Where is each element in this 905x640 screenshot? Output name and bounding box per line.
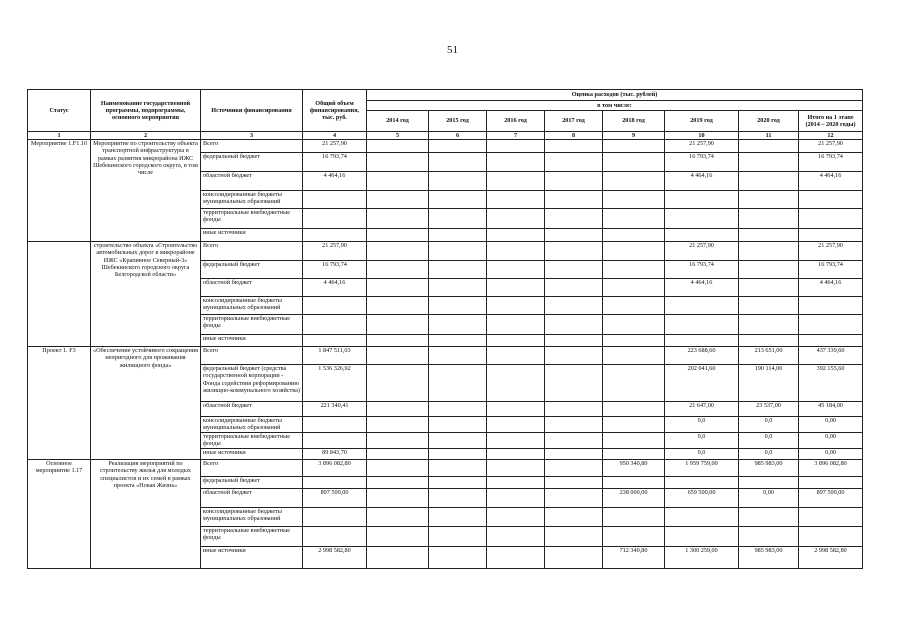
total-amount [303,508,367,527]
year-amount-empty [545,402,603,417]
header-costs: Оценка расходов (тыс. рублей) [367,90,863,101]
funding-source: консолидированные бюджеты муниципальных образований [201,508,303,527]
row-status [28,242,91,347]
year-amount-2019: 4 464,16 [665,172,739,191]
funding-source: территориальные внебюджетные фонды [201,433,303,449]
year-amount-empty [429,508,487,527]
funding-source: федеральный бюджет [201,153,303,172]
financing-table [27,89,863,569]
year-amount-2019: 4 464,16 [665,279,739,297]
year-amount-2019 [665,335,739,347]
year-amount-empty [367,279,429,297]
year-amount-empty [545,261,603,279]
year-amount-2020: 0,0 [739,417,799,433]
total-amount: 21 257,90 [303,242,367,261]
year-amount-empty [367,229,429,242]
year-amount-empty [487,191,545,209]
row-activity-name: Мероприятие по строительству объекта транспортной инфраструктуры в рамках развития микрорайона ИЖС Шебекинского городского округа, в том числе [91,140,201,242]
year-amount-empty [367,477,429,489]
stage-total-amount: 3 896 082,80 [799,460,863,477]
stage-total-amount [799,209,863,229]
year-amount-2019: 21 257,90 [665,140,739,153]
funding-source: территориальные внебюджетные фонды [201,209,303,229]
year-amount-2018 [603,402,665,417]
year-amount-empty [487,365,545,402]
year-amount-empty [487,153,545,172]
year-amount-empty [487,347,545,365]
column-number: 4 [303,132,367,140]
year-amount-empty [367,315,429,335]
stage-total-amount: 0,00 [799,433,863,449]
header-sources: Источники финансирования [201,90,303,132]
total-amount: 4 464,16 [303,172,367,191]
year-amount-2019 [665,508,739,527]
year-amount-empty [545,140,603,153]
year-amount-2020 [739,508,799,527]
year-amount-empty [487,242,545,261]
header-stage-total: Итого на 1 этапе (2014 – 2020 годы) [799,111,863,132]
total-amount: 89 843,70 [303,449,367,460]
header-status: Статус [28,90,91,132]
year-amount-2020: 0,00 [739,489,799,508]
year-amount-empty [487,449,545,460]
year-amount-2018: 950 340,80 [603,460,665,477]
column-number: 8 [545,132,603,140]
funding-source: Всего [201,140,303,153]
total-amount: 21 257,90 [303,140,367,153]
year-amount-empty [429,315,487,335]
year-amount-2019: 0,0 [665,449,739,460]
header-year-2019: 2019 год [665,111,739,132]
funding-source: областной бюджет [201,279,303,297]
year-amount-empty [367,347,429,365]
stage-total-amount: 45 184,00 [799,402,863,417]
total-amount [303,191,367,209]
header-total: Общий объем финансирования, тыс. руб. [303,90,367,132]
year-amount-2020 [739,315,799,335]
total-amount: 16 793,74 [303,153,367,172]
stage-total-amount: 437 339,60 [799,347,863,365]
year-amount-2019: 21 257,90 [665,242,739,261]
year-amount-2020 [739,153,799,172]
funding-source: областной бюджет [201,172,303,191]
total-amount [303,417,367,433]
year-amount-empty [545,335,603,347]
year-amount-2018 [603,229,665,242]
year-amount-2019: 223 688,60 [665,347,739,365]
row-status: Основное мероприятие 1.17 [28,460,91,569]
year-amount-empty [367,140,429,153]
funding-source: областной бюджет [201,489,303,508]
column-number: 3 [201,132,303,140]
year-amount-empty [429,527,487,547]
year-amount-2020 [739,477,799,489]
row-activity-name: строительство объекта «Строительство автомобильных дорог в микрорайоне ИЖС «Крапивное Северный-3» Шебекинского городского округа Белгородской области» [91,242,201,347]
stage-total-amount: 392 155,60 [799,365,863,402]
year-amount-empty [367,261,429,279]
funding-source: федеральный бюджет [201,477,303,489]
year-amount-2020: 190 114,00 [739,365,799,402]
year-amount-empty [429,402,487,417]
year-amount-empty [429,433,487,449]
total-amount: 1 536 326,92 [303,365,367,402]
year-amount-2019: 0,0 [665,417,739,433]
year-amount-empty [545,527,603,547]
funding-source: федеральный бюджет (средства государственной корпорации - Фонда содействия реформированию жилищно-коммунального хозяйства) [201,365,303,402]
year-amount-empty [545,191,603,209]
stage-total-amount: 16 793,74 [799,153,863,172]
year-amount-empty [367,209,429,229]
header-year-2015: 2015 год [429,111,487,132]
year-amount-2018 [603,172,665,191]
year-amount-2018 [603,417,665,433]
column-number: 7 [487,132,545,140]
year-amount-empty [429,489,487,508]
year-amount-2020 [739,191,799,209]
header-year-2017: 2017 год [545,111,603,132]
funding-source: иные источники [201,449,303,460]
stage-total-amount [799,191,863,209]
year-amount-empty [367,365,429,402]
year-amount-empty [487,172,545,191]
year-amount-empty [545,209,603,229]
funding-source: консолидированные бюджеты муниципальных образований [201,297,303,315]
year-amount-2020 [739,229,799,242]
funding-source: федеральный бюджет [201,261,303,279]
total-amount: 221 340,41 [303,402,367,417]
funding-source: консолидированные бюджеты муниципальных образований [201,417,303,433]
total-amount [303,335,367,347]
column-number: 10 [665,132,739,140]
year-amount-empty [367,402,429,417]
column-number: 2 [91,132,201,140]
year-amount-empty [367,172,429,191]
year-amount-2018 [603,335,665,347]
year-amount-2020: 0,0 [739,433,799,449]
year-amount-2019: 16 793,74 [665,153,739,172]
year-amount-empty [487,209,545,229]
year-amount-empty [545,229,603,242]
table-row [28,140,863,153]
year-amount-2019: 1 959 759,00 [665,460,739,477]
year-amount-empty [545,297,603,315]
year-amount-2018 [603,365,665,402]
year-amount-empty [429,477,487,489]
year-amount-2018 [603,508,665,527]
year-amount-2020: 0,0 [739,449,799,460]
year-amount-2020: 23 537,00 [739,402,799,417]
year-amount-empty [367,449,429,460]
year-amount-empty [487,335,545,347]
year-amount-empty [367,433,429,449]
year-amount-empty [545,477,603,489]
year-amount-2018 [603,209,665,229]
total-amount [303,209,367,229]
header-year-2014: 2014 год [367,111,429,132]
table-row [28,460,863,477]
year-amount-2019 [665,527,739,547]
funding-source: Всего [201,242,303,261]
stage-total-amount: 21 257,90 [799,140,863,153]
year-amount-empty [487,402,545,417]
year-amount-2018: 712 340,80 [603,547,665,569]
year-amount-empty [545,460,603,477]
year-amount-2019 [665,229,739,242]
year-amount-2019: 659 500,00 [665,489,739,508]
year-amount-empty [429,172,487,191]
row-status: Проект 1. F3 [28,347,91,460]
year-amount-2020 [739,172,799,191]
year-amount-empty [487,489,545,508]
year-amount-2018 [603,191,665,209]
year-amount-2019: 0,0 [665,433,739,449]
year-amount-2018 [603,140,665,153]
year-amount-empty [487,508,545,527]
total-amount: 897 500,00 [303,489,367,508]
column-number: 6 [429,132,487,140]
column-number: 9 [603,132,665,140]
stage-total-amount: 4 464,16 [799,172,863,191]
total-amount: 1 847 511,03 [303,347,367,365]
year-amount-2020 [739,242,799,261]
header-year-2018: 2018 год [603,111,665,132]
total-amount: 2 998 582,80 [303,547,367,569]
year-amount-empty [545,365,603,402]
header-year-2016: 2016 год [487,111,545,132]
year-amount-2018 [603,477,665,489]
stage-total-amount: 16 793,74 [799,261,863,279]
year-amount-2019: 16 793,74 [665,261,739,279]
year-amount-empty [367,417,429,433]
year-amount-2019: 21 647,00 [665,402,739,417]
page-number: 51 [447,44,458,56]
year-amount-2019 [665,209,739,229]
year-amount-empty [429,460,487,477]
year-amount-empty [487,140,545,153]
year-amount-empty [545,449,603,460]
stage-total-amount [799,527,863,547]
year-amount-2018: 238 000,00 [603,489,665,508]
year-amount-empty [429,347,487,365]
year-amount-empty [487,315,545,335]
year-amount-empty [429,140,487,153]
column-number-row [28,132,863,140]
year-amount-2018 [603,297,665,315]
total-amount [303,315,367,335]
funding-source: консолидированные бюджеты муниципальных образований [201,191,303,209]
stage-total-amount: 2 998 582,80 [799,547,863,569]
row-status: Мероприятие 1.F1.10 [28,140,91,242]
year-amount-empty [429,209,487,229]
year-amount-2020 [739,261,799,279]
year-amount-2019 [665,191,739,209]
column-number: 12 [799,132,863,140]
year-amount-empty [545,242,603,261]
funding-source: иные источники [201,229,303,242]
year-amount-empty [429,229,487,242]
year-amount-empty [367,508,429,527]
year-amount-2020: 985 983,00 [739,547,799,569]
funding-source: Всего [201,460,303,477]
total-amount: 16 793,74 [303,261,367,279]
total-amount [303,477,367,489]
total-amount [303,527,367,547]
year-amount-2020 [739,140,799,153]
year-amount-2020 [739,527,799,547]
table-body [28,132,863,569]
total-amount [303,229,367,242]
year-amount-empty [545,315,603,335]
stage-total-amount [799,335,863,347]
header-including: в том числе: [367,101,863,111]
year-amount-2019 [665,297,739,315]
year-amount-2018 [603,279,665,297]
funding-source: Всего [201,347,303,365]
year-amount-empty [487,527,545,547]
year-amount-empty [429,297,487,315]
stage-total-amount [799,508,863,527]
year-amount-empty [487,417,545,433]
year-amount-2019: 202 041,60 [665,365,739,402]
year-amount-empty [367,153,429,172]
year-amount-empty [545,279,603,297]
funding-source: территориальные внебюджетные фонды [201,527,303,547]
year-amount-empty [367,460,429,477]
year-amount-empty [429,335,487,347]
year-amount-empty [429,365,487,402]
total-amount [303,297,367,315]
year-amount-empty [487,229,545,242]
year-amount-2020 [739,297,799,315]
column-number: 11 [739,132,799,140]
year-amount-2020: 985 983,00 [739,460,799,477]
year-amount-empty [429,279,487,297]
year-amount-2018 [603,433,665,449]
year-amount-2020: 213 651,00 [739,347,799,365]
year-amount-empty [545,347,603,365]
year-amount-empty [367,527,429,547]
row-activity-name: «Обеспечение устойчивого сокращения непригодного для проживания жилищного фонда» [91,347,201,460]
stage-total-amount: 897 500,00 [799,489,863,508]
funding-source: областной бюджет [201,402,303,417]
year-amount-2018 [603,153,665,172]
year-amount-2019 [665,477,739,489]
table-row [28,242,863,261]
year-amount-empty [545,153,603,172]
year-amount-empty [487,433,545,449]
funding-source: территориальные внебюджетные фонды [201,315,303,335]
year-amount-empty [545,508,603,527]
year-amount-empty [487,547,545,569]
stage-total-amount [799,229,863,242]
year-amount-empty [487,477,545,489]
year-amount-2018 [603,315,665,335]
year-amount-empty [429,191,487,209]
funding-source: иные источники [201,335,303,347]
stage-total-amount: 0,00 [799,449,863,460]
year-amount-empty [429,153,487,172]
year-amount-2018 [603,347,665,365]
year-amount-empty [487,279,545,297]
year-amount-2018 [603,449,665,460]
row-activity-name: Реализация мероприятий по строительству жилья для молодых специалистов и их семей в рамках проекта «Новая Жизнь» [91,460,201,569]
stage-total-amount: 0,00 [799,417,863,433]
stage-total-amount [799,315,863,335]
header-name: Наименование государственной программы, подпрограммы, основного мероприятия [91,90,201,132]
year-amount-empty [429,417,487,433]
year-amount-empty [429,242,487,261]
year-amount-2019: 1 300 259,00 [665,547,739,569]
year-amount-2019 [665,315,739,335]
total-amount: 4 464,16 [303,279,367,297]
year-amount-empty [367,489,429,508]
year-amount-empty [545,417,603,433]
stage-total-amount [799,297,863,315]
stage-total-amount [799,477,863,489]
year-amount-empty [367,297,429,315]
year-amount-empty [367,191,429,209]
year-amount-empty [545,172,603,191]
year-amount-empty [367,335,429,347]
column-number: 5 [367,132,429,140]
total-amount [303,433,367,449]
year-amount-2020 [739,279,799,297]
year-amount-empty [545,489,603,508]
total-amount: 3 896 082,80 [303,460,367,477]
year-amount-empty [367,242,429,261]
year-amount-empty [429,449,487,460]
year-amount-empty [487,297,545,315]
year-amount-empty [429,547,487,569]
header-year-2020: 2020 год [739,111,799,132]
year-amount-2018 [603,527,665,547]
year-amount-2020 [739,335,799,347]
year-amount-2020 [739,209,799,229]
year-amount-empty [429,261,487,279]
column-number: 1 [28,132,91,140]
year-amount-empty [545,433,603,449]
year-amount-empty [487,460,545,477]
table-row [28,347,863,365]
stage-total-amount: 4 464,16 [799,279,863,297]
funding-source: иные источники [201,547,303,569]
year-amount-2018 [603,261,665,279]
year-amount-2018 [603,242,665,261]
stage-total-amount: 21 257,90 [799,242,863,261]
year-amount-empty [367,547,429,569]
year-amount-empty [487,261,545,279]
year-amount-empty [545,547,603,569]
